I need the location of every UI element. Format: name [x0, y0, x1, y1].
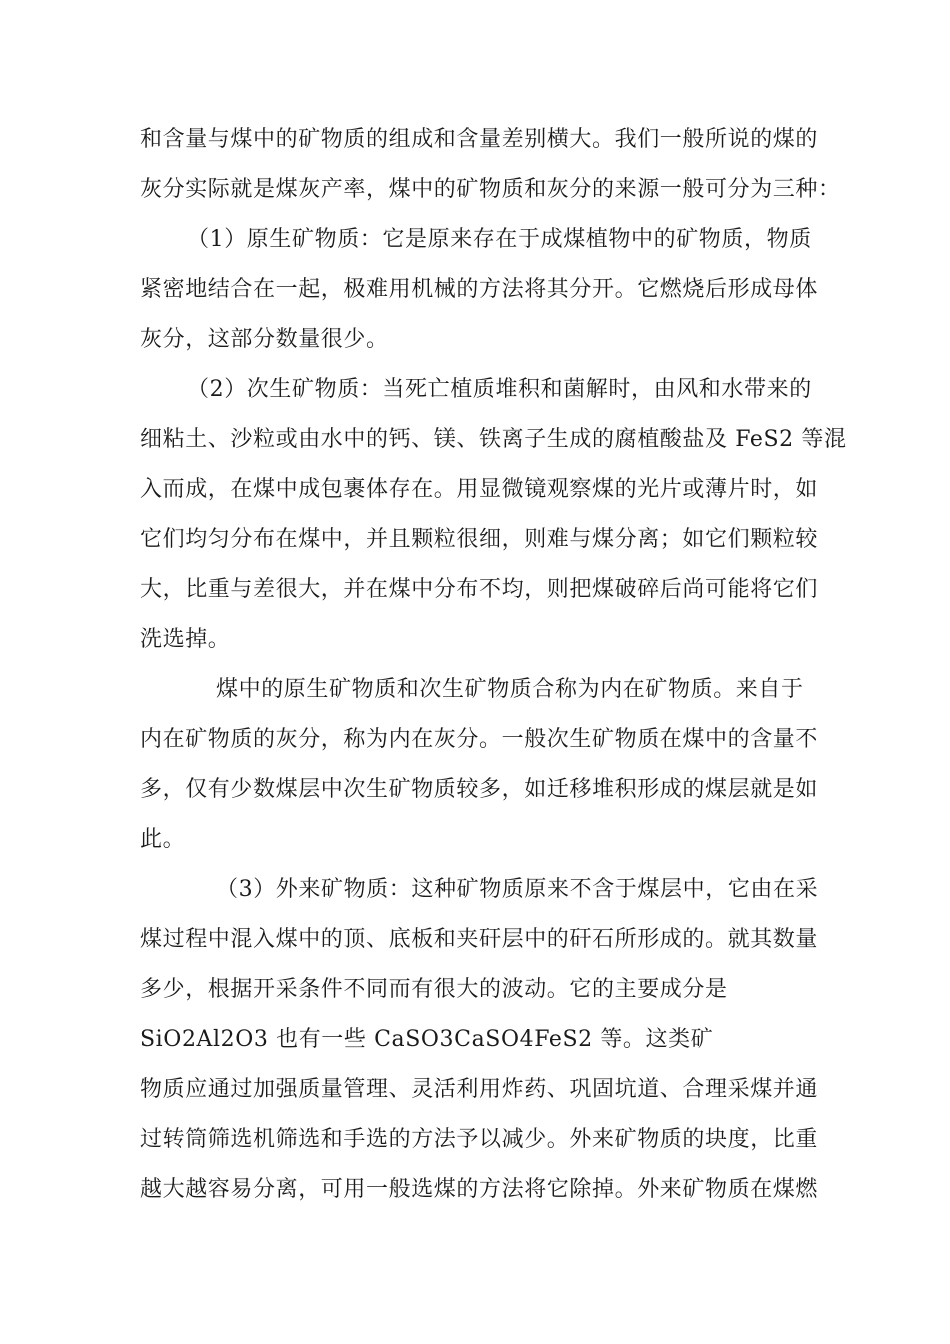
- text-line: 多少，根据开采条件不同而有很大的波动。它的主要成分是: [140, 977, 728, 1002]
- text-line: （1）原生矿物质：它是原来存在于成煤植物中的矿物质，物质: [187, 227, 812, 252]
- text-line: 灰分，这部分数量很少。: [140, 327, 389, 352]
- text-line: 多，仅有少数煤层中次生矿物质较多，如迁移堆积形成的煤层就是如: [140, 777, 819, 802]
- text-line: 过转筒筛选机筛选和手选的方法予以减少。外来矿物质的块度，比重: [140, 1127, 819, 1152]
- text-line: 煤中的原生矿物质和次生矿物质合称为内在矿物质。来自于: [216, 677, 804, 702]
- text-line: 细粘土、沙粒或由水中的钙、镁、铁离子生成的腐植酸盐及 FeS2 等混: [140, 427, 847, 452]
- text-line: 此。: [140, 827, 186, 852]
- text-line: 灰分实际就是煤灰产率，煤中的矿物质和灰分的来源一般可分为三种：: [140, 177, 841, 202]
- text-line: 它们均匀分布在煤中，并且颗粒很细，则难与煤分离；如它们颗粒较: [140, 527, 819, 552]
- text-line: （3）外来矿物质：这种矿物质原来不含于煤层中，它由在采: [216, 877, 819, 902]
- text-line: 大，比重与差很大，并在煤中分布不均，则把煤破碎后尚可能将它们: [140, 577, 819, 602]
- text-line: 和含量与煤中的矿物质的组成和含量差别横大。我们一般所说的煤的: [140, 127, 819, 152]
- text-line: 煤过程中混入煤中的顶、底板和夹矸层中的矸石所形成的。就其数量: [140, 927, 819, 952]
- text-line: 物质应通过加强质量管理、灵活利用炸药、巩固坑道、合理采煤并通: [140, 1077, 819, 1102]
- text-line: 内在矿物质的灰分，称为内在灰分。一般次生矿物质在煤中的含量不: [140, 727, 819, 752]
- text-line: 洗选掉。: [140, 627, 231, 652]
- text-line: 越大越容易分离，可用一般选煤的方法将它除掉。外来矿物质在煤燃: [140, 1177, 819, 1202]
- text-line: SiO2Al2O3 也有一些 CaSO3CaSO4FeS2 等。这类矿: [140, 1027, 714, 1052]
- text-line: 入而成，在煤中成包裹体存在。用显微镜观察煤的光片或薄片时，如: [140, 477, 819, 502]
- text-line: （2）次生矿物质：当死亡植质堆积和菌解时，由风和水带来的: [187, 377, 812, 402]
- text-line: 紧密地结合在一起，极难用机械的方法将其分开。它燃烧后形成母体: [140, 277, 819, 302]
